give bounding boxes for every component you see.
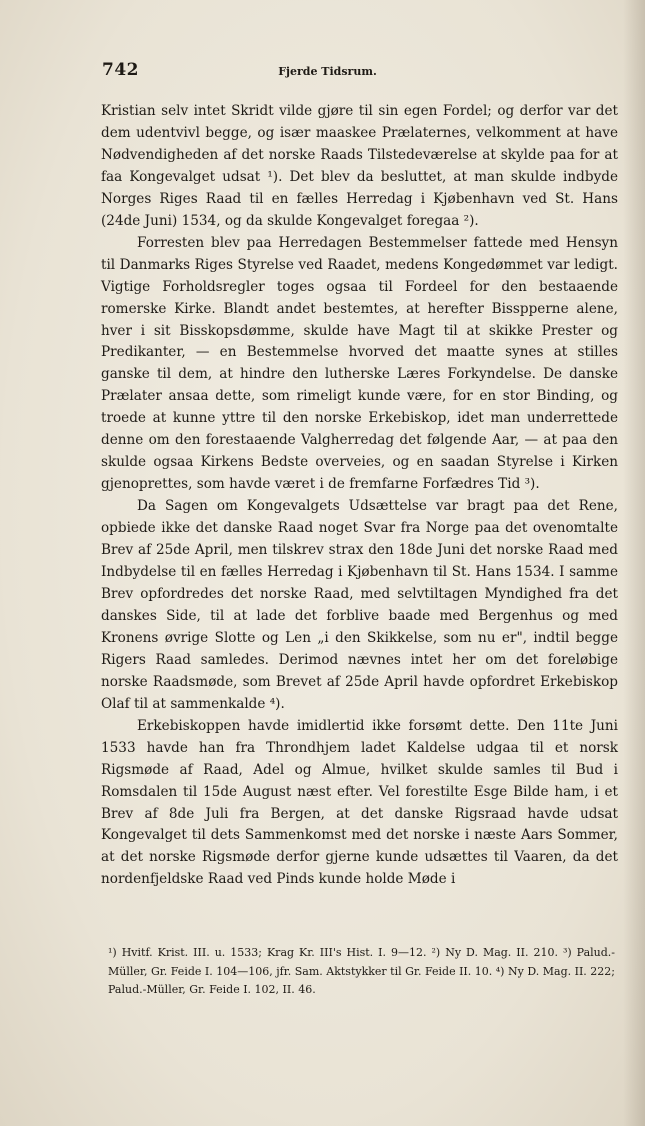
paragraph: Forresten blev paa Herredagen Bestemmelser fattede med Hensyn til Danmarks Riges Styrelse ved Raadet, medens Kongedømmet var ledigt. Vigtige Forholdsregler toges ogsaa til Fordeel for den bestaaende romerske Kirke. Blandt andet bestemtes, at herefter Bisspperne alene, hver i sit Bisskopsdømme, skulde have Magt til at skikke Prester og Predikanter, — en Bestemmelse hvorved det maatte synes at stilles ganske til dem, at hindre den lutherske Læres Forkyndelse. De danske Prælater ansaa dette, som rimeligt kunde være, for en stor Binding, og troede at kunne yttre til den norske Erkebiskop, idet man underrettede denne om den forestaaende Valgherredag det følgende Aar, — at paa den skulde ogsaa Kirkens Bedste overveies, og en saadan Styrelse i Kirken gjenoprettes, som havde været i de fremfarne Forfædres Tid ³).: [101, 234, 618, 493]
footnotes: [108, 944, 615, 1000]
page-header: [102, 60, 553, 84]
paragraph-continuation: Kristian selv intet Skridt vilde gjøre til sin egen Fordel; og derfor var det dem udentvivl begge, og især maaskee Prælaternes, velkomment at have Nødvendigheden af det norske Raads Tilstedeværelse at skylde paa for at faa Kongevalget udsat ¹). Det blev da besluttet, at man skulde indbyde Norges Riges Raad til en fælles Herredag i Kjøbenhavn ved St. Hans (24de Juni) 1534, og da skulde Kongevalget foregaa ²).: [101, 103, 618, 229]
paragraph: Erkebiskoppen havde imidlertid ikke forsømt dette. Den 11te Juni 1533 havde han fra Throndhjem ladet Kaldelse udgaa til et norsk Rigsmøde af Raad, Adel og Almue, hvilket skulde samles til Bud i Romsdalen til 15de August næst efter. Vel forestilte Esge Bilde ham, i et Brev af 8de Juli fra Bergen, at det danske Rigsraad havde udsat Kongevalget til dets Sammenkomst med det norske i næste Aars Sommer, at det norske Rigsmøde derfor gjerne kunde udsættes til Vaaren, da det nordenfjeldske Raad ved Pinds kunde holde Møde i: [101, 717, 618, 888]
paragraph: Da Sagen om Kongevalgets Udsættelse var bragt paa det Rene, opbiede ikke det danske Raad noget Svar fra Norge paa det ovenomtalte Brev af 25de April, men tilskrev strax den 18de Juni det norske Raad med Indbydelse til en fælles Herredag i Kjøbenhavn til St. Hans 1534. I samme Brev opfordredes det norske Raad, med selvtiltagen Myndighed fra det danskes Side, til at lade det forblive baade med Bergenhus og med Kronens øvrige Slotte og Len „i den Skikkelse, som nu er", indtil begge Rigers Raad samledes. Derimod nævnes intet her om det foreløbige norske Raadsmøde, som Brevet af 25de April havde opfordret Erkebiskop Olaf til at sammenkalde ⁴).: [101, 498, 618, 712]
footnote-text: ¹) Hvitf. Krist. III. u. 1533; Krag Kr. III's Hist. I. 9—12. ²) Ny D. Mag. II. 210. ³) Palud.-Müller, Gr. Feide I. 104—106, jfr. Sam. Aktstykker til Gr. Feide II. 10. ⁴) Ny D. Mag. II. 222; Palud.-Müller, Gr. Feide I. 102, II. 46.: [108, 946, 615, 996]
running-title: Fjerde Tidsrum.: [278, 65, 377, 78]
page-edge-shadow: [623, 0, 645, 1126]
page-number: 742: [102, 60, 139, 80]
body-text: [101, 101, 618, 891]
